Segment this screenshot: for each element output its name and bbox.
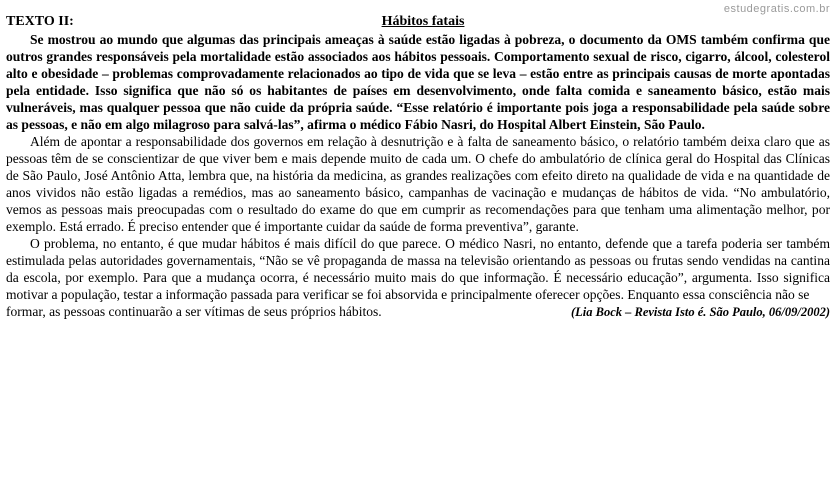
paragraph-2: Além de apontar a responsabilidade dos governos em relação à desnutrição e à falta de saneamento básico, o relatório também deixa claro que as pessoas têm de se conscientizar de que viver bem e mais depende muito de cada um. O chefe do ambulatório de clínica geral do Hospital das Clínicas de São Paulo, José Antônio Atta, lembra que, na história da medicina, as grandes realizações com efeito direto na qualidade de vida e na quantidade de anos vividos não estão ligadas a remédios, mas ao saneamento básico, campanhas de vacinação e mudanças de hábitos de vida. “No ambulatório, vemos as pessoas mais preocupadas com o resultado do exame do que em cumprir as recomendações para que tenham uma alimentação melhor, por exemplo. Está errado. É preciso entender que é importante cuidar da saúde de forma preventiva”, garante. bbox=[6, 134, 830, 234]
final-line: formar, as pessoas continuarão a ser vítimas de seus próprios hábitos. bbox=[6, 304, 382, 319]
final-line-row bbox=[6, 303, 830, 321]
watermark: estudegratis.com.br bbox=[723, 3, 830, 15]
citation: (Lia Bock – Revista Isto é. São Paulo, 06/09/2002) bbox=[570, 305, 830, 319]
header-row bbox=[6, 13, 830, 31]
document-title: Hábitos fatais bbox=[381, 14, 465, 29]
text-label: TEXTO II: bbox=[6, 14, 74, 29]
paragraph-3: O problema, no entanto, é que mudar hábitos é mais difícil do que parece. O médico Nasri, no entanto, defende que a tarefa poderia ser também estimulada pelas autoridades governamentais, “Não se vê propaganda de massa na televisão orientando as pessoas ou frutas sendo vendidas na cantina da escola, por exemplo. Para que a mudança ocorra, é necessário muito mais do que informação. É necessário educação”, argumenta. Isso significa motivar a população, testar a informação passada para verificar se foi absorvida e principalmente oferecer opções. Enquanto essa consciência não se bbox=[6, 236, 830, 302]
paragraph-1: Se mostrou ao mundo que algumas das principais ameaças à saúde estão ligadas à pobreza, o documento da OMS também confirma que outros grandes responsáveis pela mortalidade estão associados aos hábitos pessoais. Comportamento sexual de risco, cigarro, álcool, colesterol alto e obesidade – problemas comprovadamente relacionados ao tipo de vida que se leva – estão entre as principais causas de morte apontadas pela entidade. Isso significa que não só os habitantes de países em desenvolvimento, onde falta comida e saneamento básico, estão mais vulneráveis, mas qualquer pessoa que não cuide da própria saúde. “Esse relatório é importante pois joga a responsabilidade pela saúde sobre as pessoas, e não em algo milagroso para salvá-las”, afirma o médico Fábio Nasri, do Hospital Albert Einstein, São Paulo. bbox=[6, 32, 830, 132]
